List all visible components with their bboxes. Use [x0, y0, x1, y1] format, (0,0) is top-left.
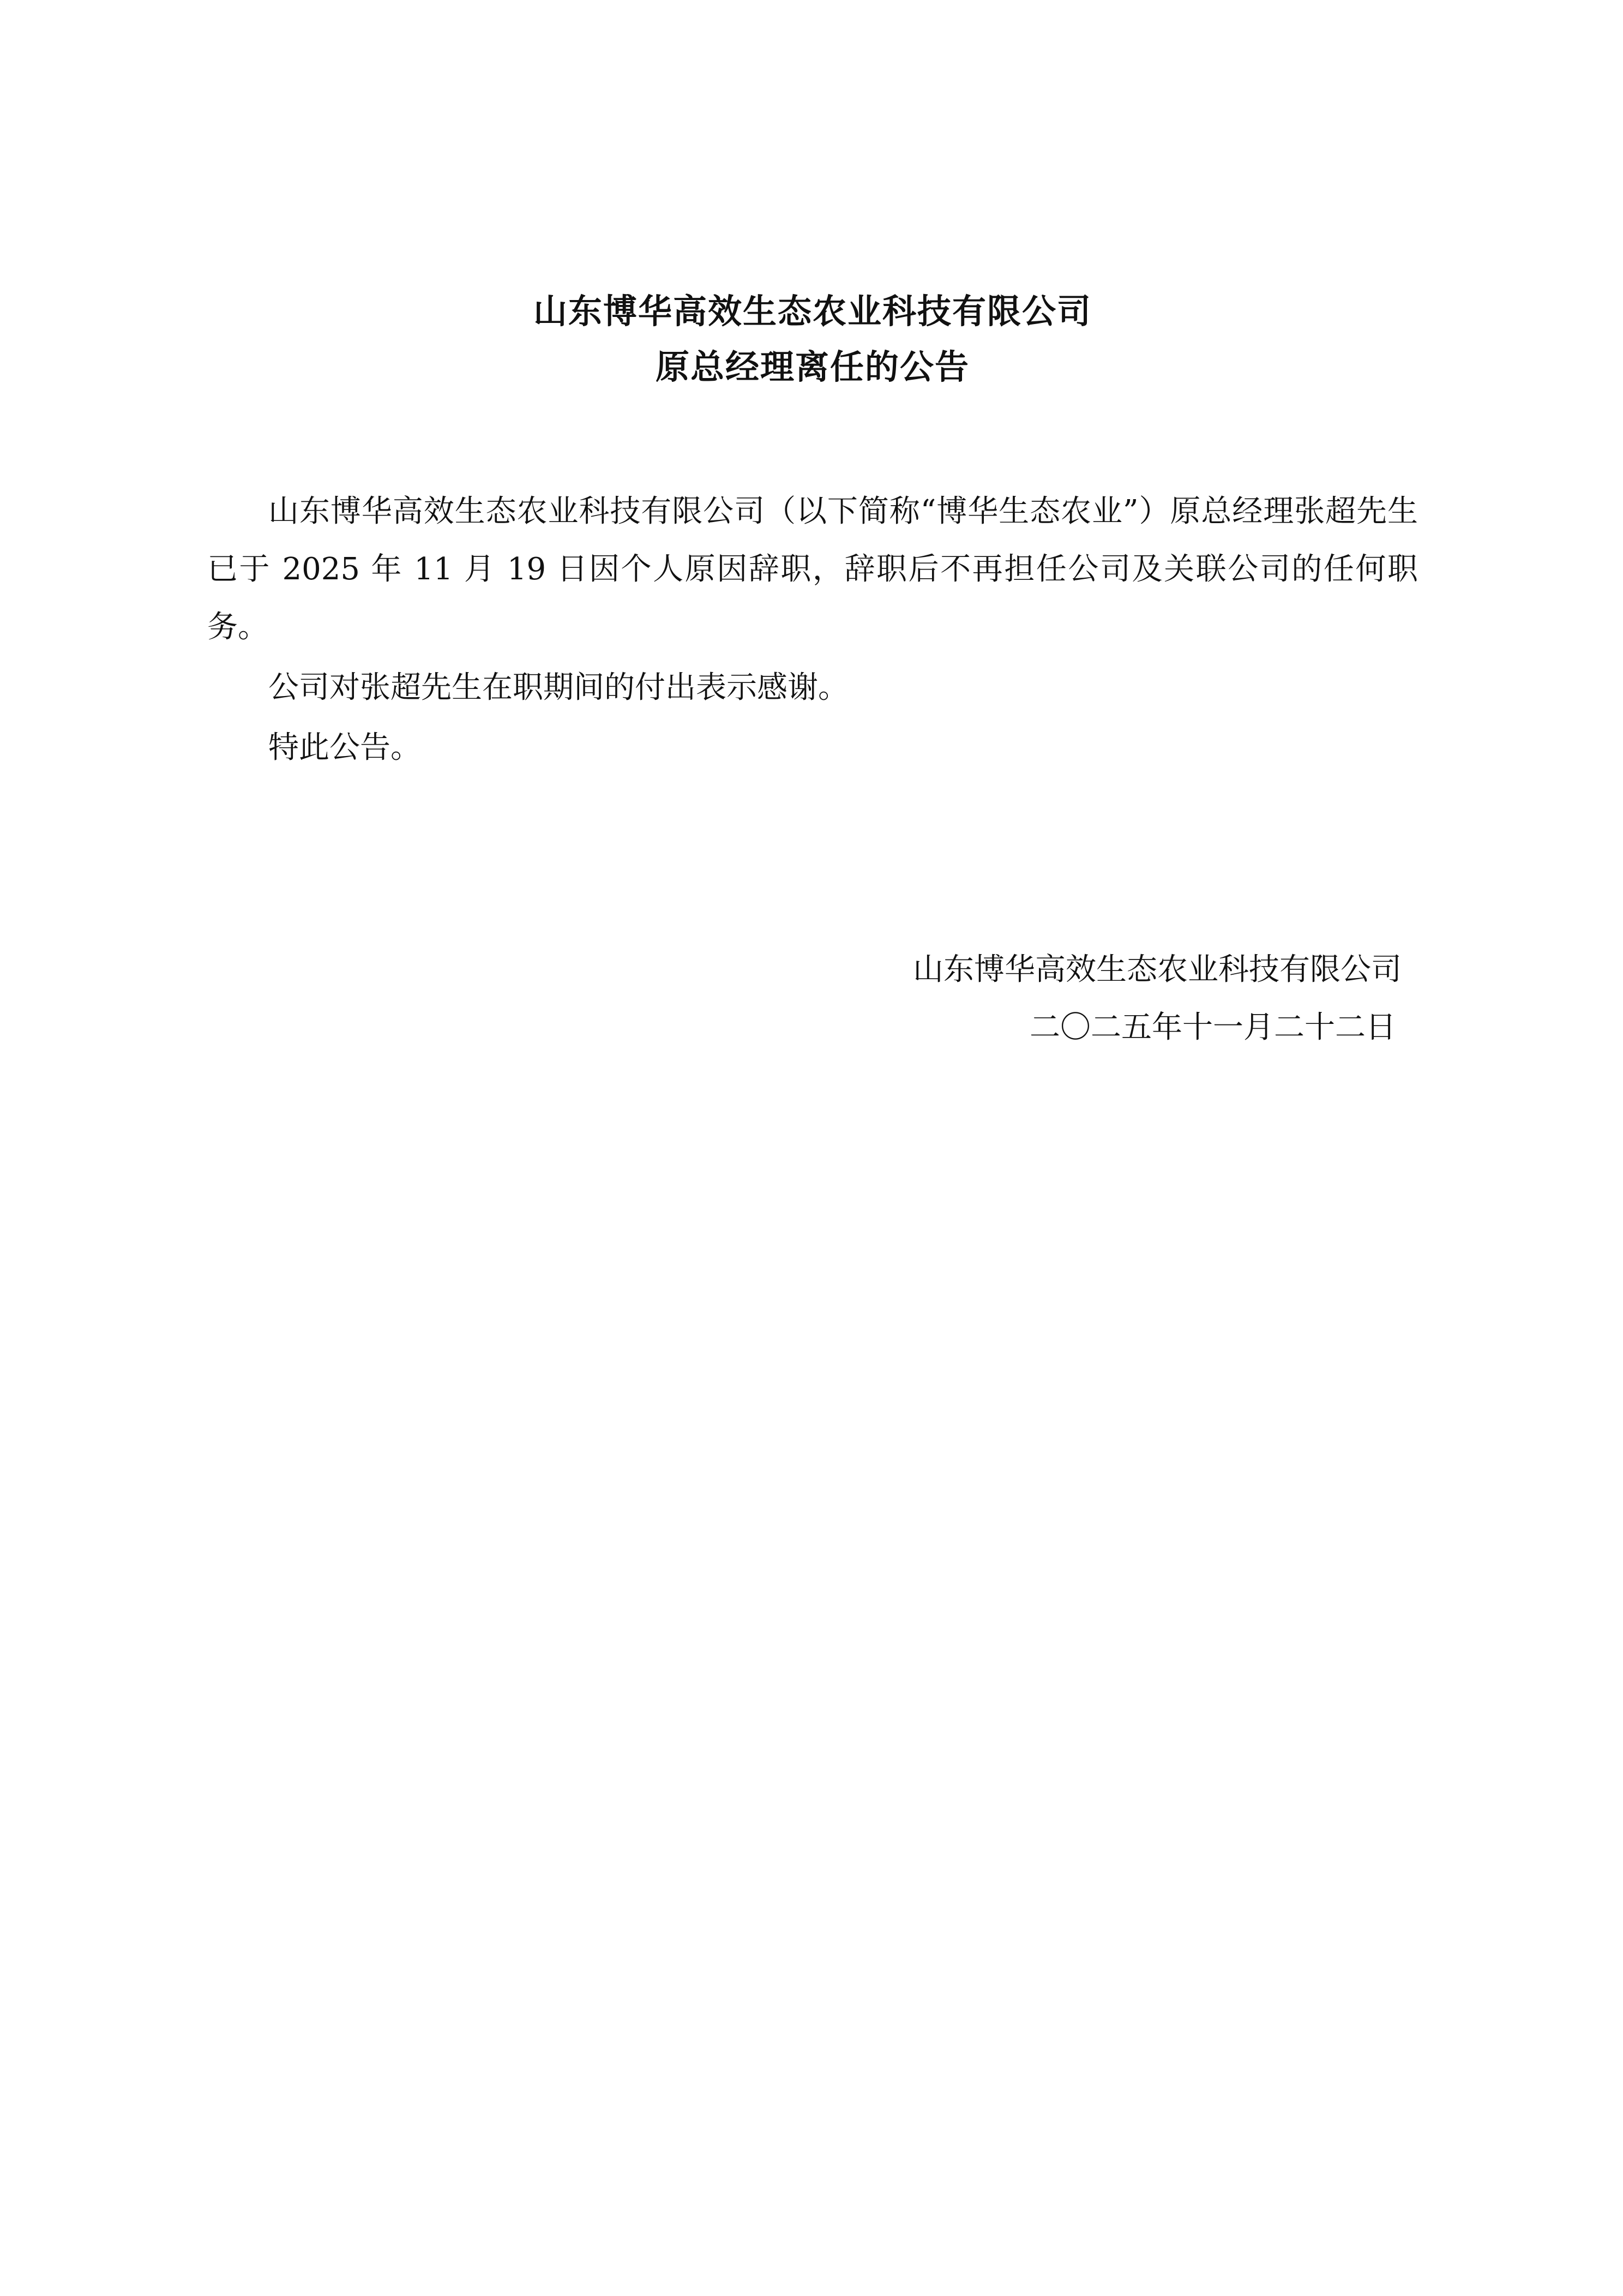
document-content — [207, 0, 1418, 1057]
document-title — [207, 284, 1418, 395]
signature-company: 山东博华高效生态农业科技有限公司 — [913, 951, 1402, 987]
signature-block — [207, 941, 1418, 1057]
document-body — [207, 483, 1418, 777]
body-paragraph-1: 山东博华高效生态农业科技有限公司（以下简称“博华生态农业”）原总经理张超先生已于 2025 年 11 月 19 日因个人原因辞职，辞职后不再担任公司及关联公司的任何职务。 — [207, 493, 1418, 645]
body-paragraph-3: 特此公告。 — [268, 730, 421, 766]
body-paragraph-2: 公司对张超先生在职期间的付出表示感谢。 — [268, 669, 849, 705]
title-line-1: 山东博华高效生态农业科技有限公司 — [533, 291, 1092, 331]
signature-date: 二〇二五年十一月二十二日 — [1030, 1009, 1396, 1045]
title-line-2: 原总经理离任的公告 — [655, 347, 970, 387]
